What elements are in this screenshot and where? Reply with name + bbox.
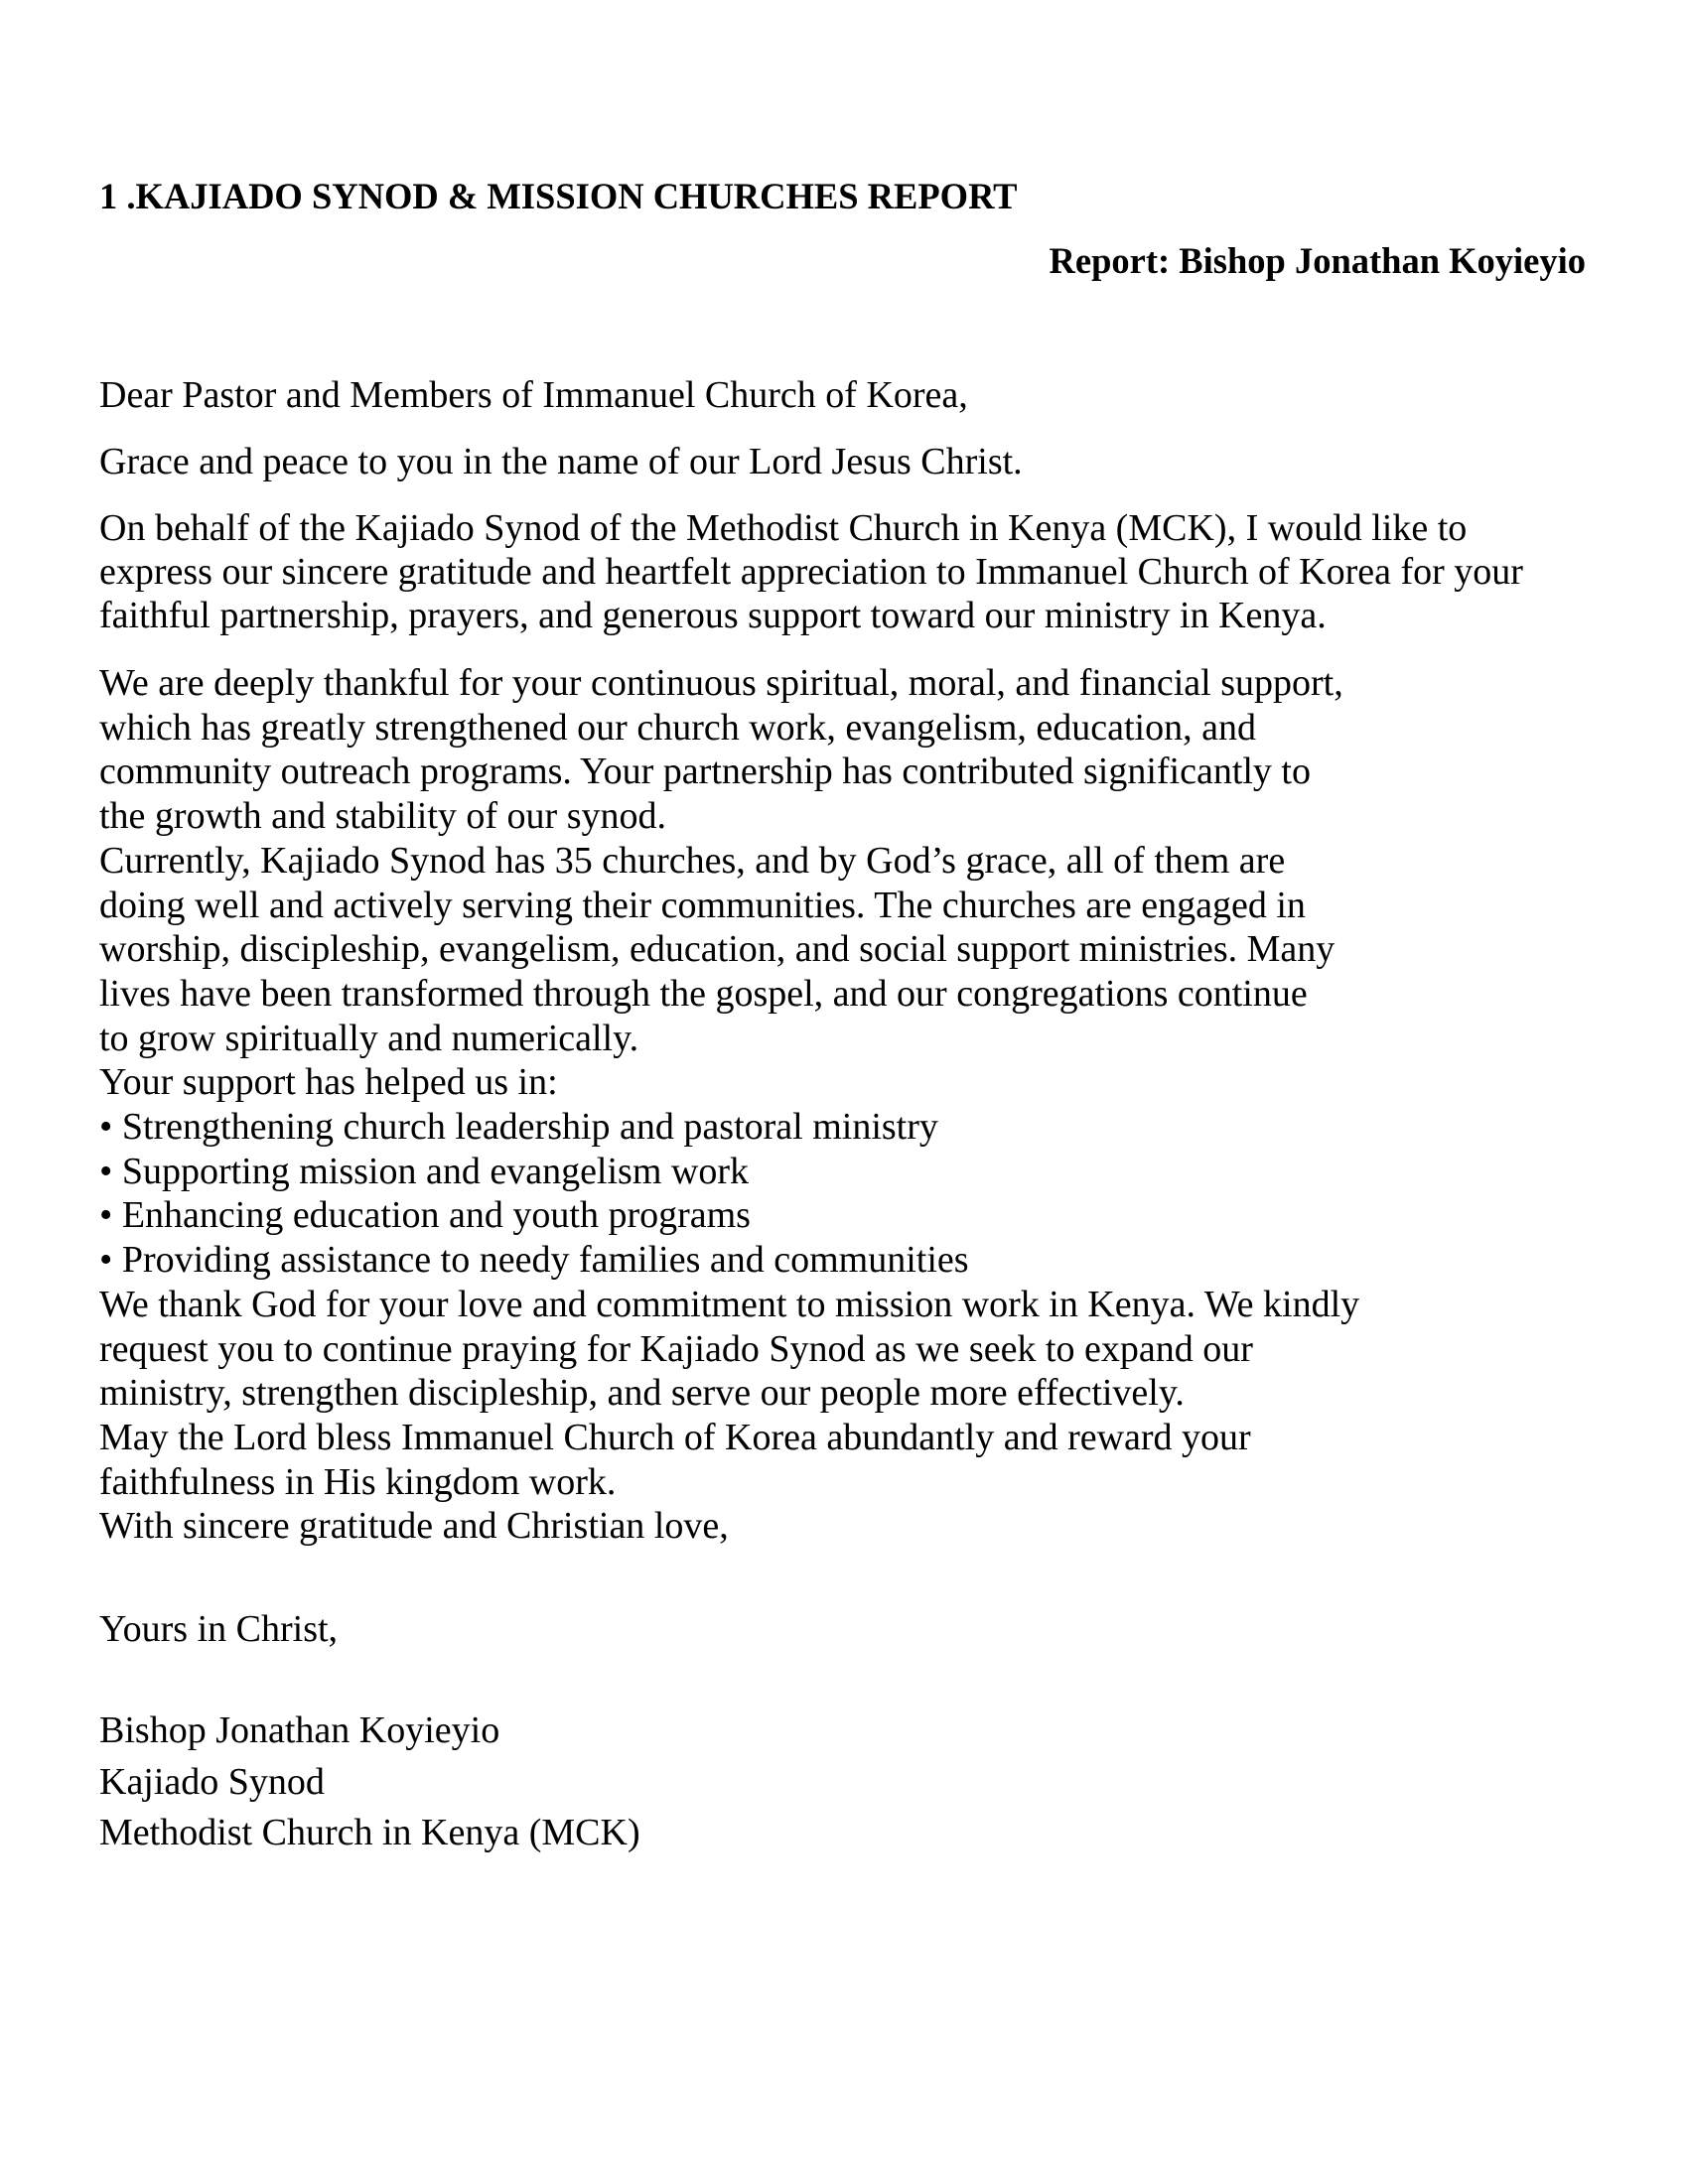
text-line: worship, discipleship, evangelism, education, and social support ministries. Many [99,928,1336,971]
text-line: request you to continue praying for Kajiado Synod as we seek to expand our [99,1327,1253,1370]
letter-main-body [99,661,1359,1549]
bullet-item [99,1105,1359,1150]
greeting: Grace and peace to you in the name of our Lord Jesus Christ. [99,441,1023,482]
text-line: to grow spiritually and numerically. [99,1017,639,1059]
bullet-icon: • [99,1106,113,1149]
bullet-icon: • [99,1194,113,1237]
text-line: doing well and actively serving their communities. The churches are engaged in [99,884,1306,926]
salutation: Dear Pastor and Members of Immanuel Church of Korea, [99,374,968,416]
text-line: which has greatly strengthened our church work, evangelism, education, and [99,706,1256,749]
bullet-text: Supporting mission and evangelism work [121,1150,749,1192]
text-line: On behalf of the Kajiado Synod of the Methodist Church in Kenya (MCK), I would like to [99,507,1468,549]
text-line: express our sincere gratitude and heartfelt appreciation to Immanuel Church of Korea for your [99,551,1523,593]
bullet-icon: • [99,1239,113,1282]
text-line: May the Lord bless Immanuel Church of Korea abundantly and reward your [99,1416,1251,1458]
text-line: Currently, Kajiado Synod has 35 churches, and by God’s grace, all of them are [99,839,1286,882]
bullet-text: Providing assistance to needy families and communities [121,1239,969,1282]
signature-office: Kajiado Synod [99,1760,325,1803]
signature-block [99,1706,640,1859]
closing-line: With sincere gratitude and Christian love, [99,1505,729,1548]
text-line: faithful partnership, prayers, and generous support toward our ministry in Kenya. [99,595,1327,636]
bullet-item [99,1150,1359,1194]
text-line: faithfulness in His kingdom work. [99,1460,617,1503]
support-intro: Your support has helped us in: [99,1061,558,1104]
text-line: We thank God for your love and commitment to mission work in Kenya. We kindly [99,1283,1360,1325]
valediction: Yours in Christ, [99,1608,339,1650]
signature-name: Bishop Jonathan Koyieyio [99,1709,500,1751]
text-line: ministry, strengthen discipleship, and serve our people more effectively. [99,1372,1185,1415]
text-line: the growth and stability of our synod. [99,795,666,838]
bullet-text: Enhancing education and youth programs [121,1194,751,1237]
report-title: 1 .KAJIADO SYNOD & MISSION CHURCHES REPORT [99,176,1018,216]
signature-organization: Methodist Church in Kenya (MCK) [99,1812,640,1853]
bullet-text: Strengthening church leadership and pastoral ministry [121,1106,938,1149]
paragraph-gratitude [99,506,1523,637]
text-line: lives have been transformed through the gospel, and our congregations continue [99,972,1308,1015]
bullet-item [99,1193,1359,1238]
bullet-icon: • [99,1150,113,1192]
bullet-item [99,1238,1359,1283]
text-line: community outreach programs. Your partnership has contributed significantly to [99,751,1311,793]
report-byline: Report: Bishop Jonathan Koyieyio [1049,240,1586,281]
text-line: We are deeply thankful for your continuous spiritual, moral, and financial support, [99,662,1343,704]
